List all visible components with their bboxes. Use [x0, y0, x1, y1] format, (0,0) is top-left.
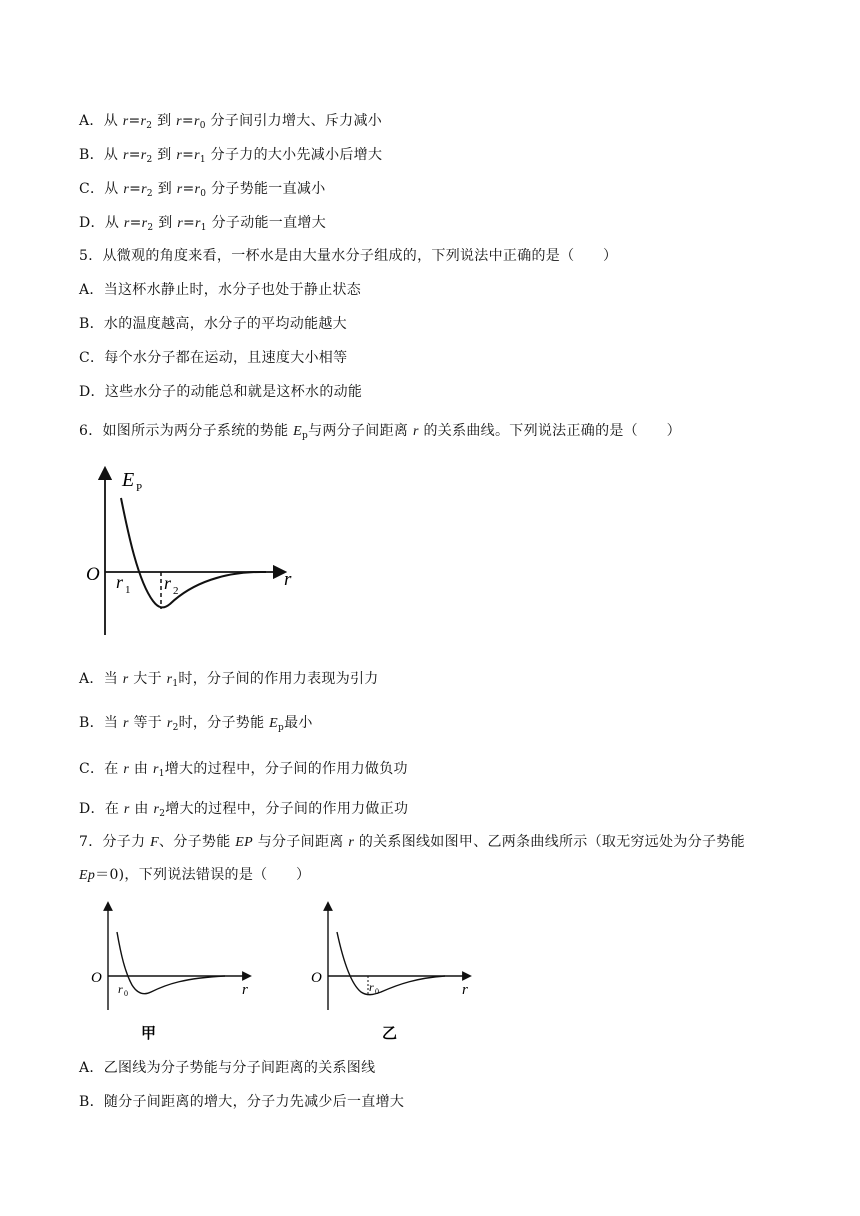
r2-mark: r — [164, 573, 172, 593]
ylabel-sub: P — [136, 482, 143, 494]
q5-option-d: D．这些水分子的动能总和就是这杯水的动能 — [79, 384, 363, 400]
r0-mark-sub: 0 — [375, 987, 379, 996]
q6-option-d: D．在 r 由 $r_2$增大的过程中，分子间的作用力做正功 — [79, 801, 409, 819]
q7-stem-line2: Ep＝0)，下列说法错误的是（ ） — [79, 867, 311, 883]
r0-mark: r — [118, 982, 123, 996]
r1-mark: r — [116, 572, 124, 592]
q6-option-b: B．当 r 等于 $r_2$时，分子势能 $E_p$最小 — [79, 715, 313, 733]
r2-mark-sub: 2 — [173, 585, 179, 597]
origin-label: O — [311, 970, 322, 986]
xlabel-r: r — [284, 569, 292, 590]
q7-graph-yi — [305, 900, 480, 1045]
potential-energy-curve — [121, 498, 266, 607]
q7-option-a: A．乙图线为分子势能与分子间距离的关系图线 — [79, 1060, 376, 1076]
xlabel-r: r — [462, 982, 468, 998]
q6-ep-r-graph — [80, 463, 310, 643]
origin-label: O — [91, 970, 102, 986]
q7-option-b: B．随分子间距离的增大，分子力先减少后一直增大 — [79, 1094, 405, 1110]
q4-option-a: A．从 $r=r_2$ 到 $r=r_0$ 分子间引力增大、斥力减小 — [79, 113, 383, 131]
xlabel-r: r — [242, 982, 248, 998]
q4-option-d: D．从 $r=r_2$ 到 $r=r_1$ 分子动能一直增大 — [79, 215, 326, 233]
q4-option-b: B．从 $r=r_2$ 到 $r=r_1$ 分子力的大小先减小后增大 — [79, 147, 383, 165]
caption-yi: 乙 — [382, 1026, 398, 1042]
q6-option-c: C．在 r 由 $r_1$增大的过程中，分子间的作用力做负功 — [79, 761, 408, 779]
potential-curve — [337, 932, 445, 995]
caption-jia: 甲 — [141, 1026, 157, 1042]
r1-mark-sub: 1 — [125, 584, 131, 596]
q7-stem-line1: 7．分子力 F、分子势能 EP 与分子间距离 r 的关系图线如图甲、乙两条曲线所示（取无穷远处为分子势能 — [79, 834, 745, 850]
q5-stem: 5．从微观的角度来看，一杯水是由大量水分子组成的，下列说法中正确的是（ ） — [79, 248, 618, 264]
ylabel-e: E — [122, 469, 135, 491]
r0-mark-sub: 0 — [124, 989, 128, 998]
q5-option-c: C．每个水分子都在运动，且速度大小相等 — [79, 350, 348, 366]
q6-option-a: A．当 r 大于 $r_1$时，分子间的作用力表现为引力 — [79, 671, 379, 689]
origin-label: O — [86, 564, 100, 585]
force-curve — [117, 932, 225, 994]
q4-option-c: C．从 $r=r_2$ 到 $r=r_0$ 分子势能一直减小 — [79, 181, 326, 199]
q7-graph-jia — [85, 900, 260, 1045]
q5-option-b: B．水的温度越高，水分子的平均动能越大 — [79, 316, 347, 332]
q6-stem: 6．如图所示为两分子系统的势能 $E_p$与两分子间距离 r 的关系曲线。下列说法正确的是（ ） — [79, 423, 681, 441]
r0-mark: r — [369, 980, 374, 994]
q5-option-a: A．当这杯水静止时，水分子也处于静止状态 — [79, 282, 362, 298]
